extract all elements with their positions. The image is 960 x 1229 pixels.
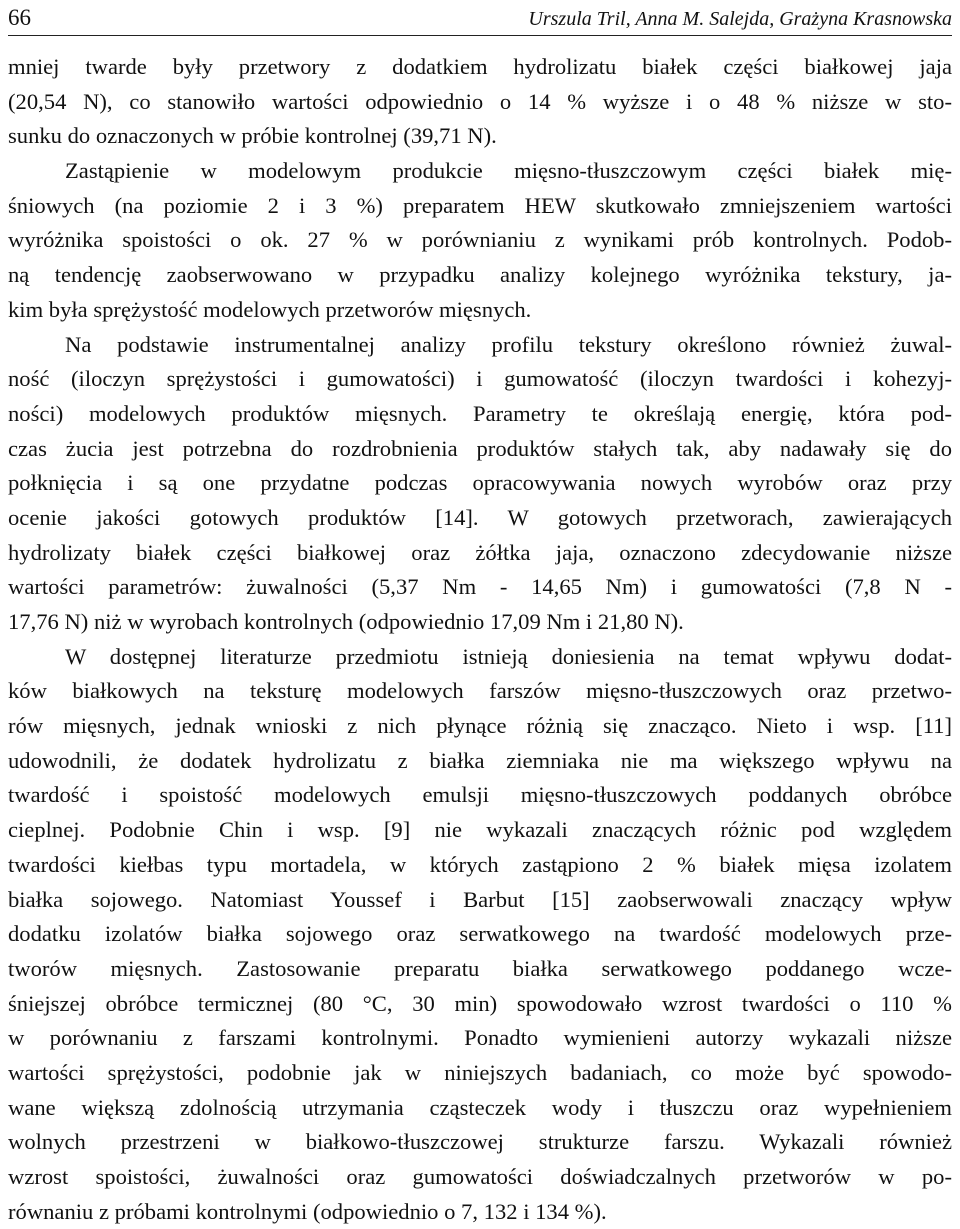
text-line: czas żucia jest potrzebna do rozdrobnienia produktów stałych tak, aby nadawały się do [8,435,952,461]
text-line: dodatku izolatów białka sojowego oraz serwatkowego na twardość modelowych prze- [8,921,952,947]
text-line: rów mięsnych, jednak wnioski z nich płynące różnią się znacząco. Nieto i wsp. [11] [8,713,952,739]
text-line: wartości sprężystości, podobnie jak w niniejszych badaniach, co może być spowodo- [8,1059,952,1085]
text-line: tworów mięsnych. Zastosowanie preparatu białka serwatkowego poddanego wcze- [8,955,952,981]
text-line: mniej twarde były przetwory z dodatkiem hydrolizatu białek części białkowej jaja [8,54,952,79]
text-line: ocenie jakości gotowych produktów [14]. W gotowych przetworach, zawierających [8,504,952,530]
page-number: 66 [8,5,31,30]
text-line: wane większą zdolnością utrzymania cząsteczek wody i tłuszczu oraz wypełnieniem [8,1094,952,1120]
text-line: W dostępnej literaturze przedmiotu istnieją doniesienia na temat wpływu dodat- [65,643,952,669]
text-line: ność (iloczyn sprężystości i gumowatości) i gumowatość (iloczyn twardości i kohezyj- [8,366,952,392]
text-line: twardości kiełbas typu mortadela, w których zastąpiono 2 % białek mięsa izolatem [8,851,952,877]
header-authors: Urszula Tril, Anna M. Salejda, Grażyna Krasnowska [528,8,952,30]
text-line: udowodnili, że dodatek hydrolizatu z białka ziemniaka nie ma większego wpływu na [8,747,952,773]
text-line: wyróżnika spoistości o ok. 27 % w porównianiu z wynikami prób kontrolnych. Podob- [8,227,952,253]
text-line: Na podstawie instrumentalnej analizy profilu tekstury określono również żuwal- [65,331,952,357]
text-line: Zastąpienie w modelowym produkcie mięsno-tłuszczowym części białek mię- [65,158,952,184]
text-line: śniejszej obróbce termicznej (80 °C, 30 min) spowodowało wzrost twardości o 110 % [8,990,952,1016]
running-header [8,2,952,36]
text-line: ków białkowych na teksturę modelowych farszów mięsno-tłuszczowych oraz przetwo- [8,678,952,704]
text-line: wolnych przestrzeni w białkowo-tłuszczowej strukturze farszu. Wykazali również [8,1129,952,1155]
text-line: śniowych (na poziomie 2 i 3 %) preparatem HEW skutkowało zmniejszeniem wartości [8,192,952,218]
text-line: cieplnej. Podobnie Chin i wsp. [9] nie wykazali znaczących różnic pod względem [8,817,952,843]
text-line: wzrost spoistości, żuwalności oraz gumowatości doświadczalnych przetworów w po- [8,1164,952,1189]
text-line: ną tendencję zaobserwowano w przypadku analizy kolejnego wyróżnika tekstury, ja- [8,262,952,288]
text-line: równaniu z próbami kontrolnymi (odpowiednio o 7, 132 i 134 %). [8,1198,607,1224]
text-line: połknięcia i są one przydatne podczas opracowywania nowych wyrobów oraz przy [8,470,952,496]
document-page [8,0,952,1224]
text-line: kim była sprężystość modelowych przetworów mięsnych. [8,296,532,322]
text-line: 17,76 N) niż w wyrobach kontrolnych (odpowiednio 17,09 Nm i 21,80 N). [8,609,684,634]
text-line: wartości parametrów: żuwalności (5,37 Nm - 14,65 Nm) i gumowatości (7,8 N - [8,574,952,600]
text-line: białka sojowego. Natomiast Youssef i Barbut [15] zaobserwowali znaczący wpływ [8,886,952,912]
text-line: ności) modelowych produktów mięsnych. Parametry te określają energię, która pod- [8,400,952,426]
text-line: w porównaniu z farszami kontrolnymi. Ponadto wymienieni autorzy wykazali niższe [8,1025,952,1051]
text-line: twardość i spoistość modelowych emulsji mięsno-tłuszczowych poddanych obróbce [8,782,952,808]
body-text [8,50,952,1229]
text-line: hydrolizaty białek części białkowej oraz żółtka jaja, oznaczono zdecydowanie niższe [8,539,952,565]
text-line: (20,54 N), co stanowiło wartości odpowiednio o 14 % wyższe i o 48 % niższe w sto- [8,88,952,114]
text-line: sunku do oznaczonych w próbie kontrolnej (39,71 N). [8,123,497,149]
